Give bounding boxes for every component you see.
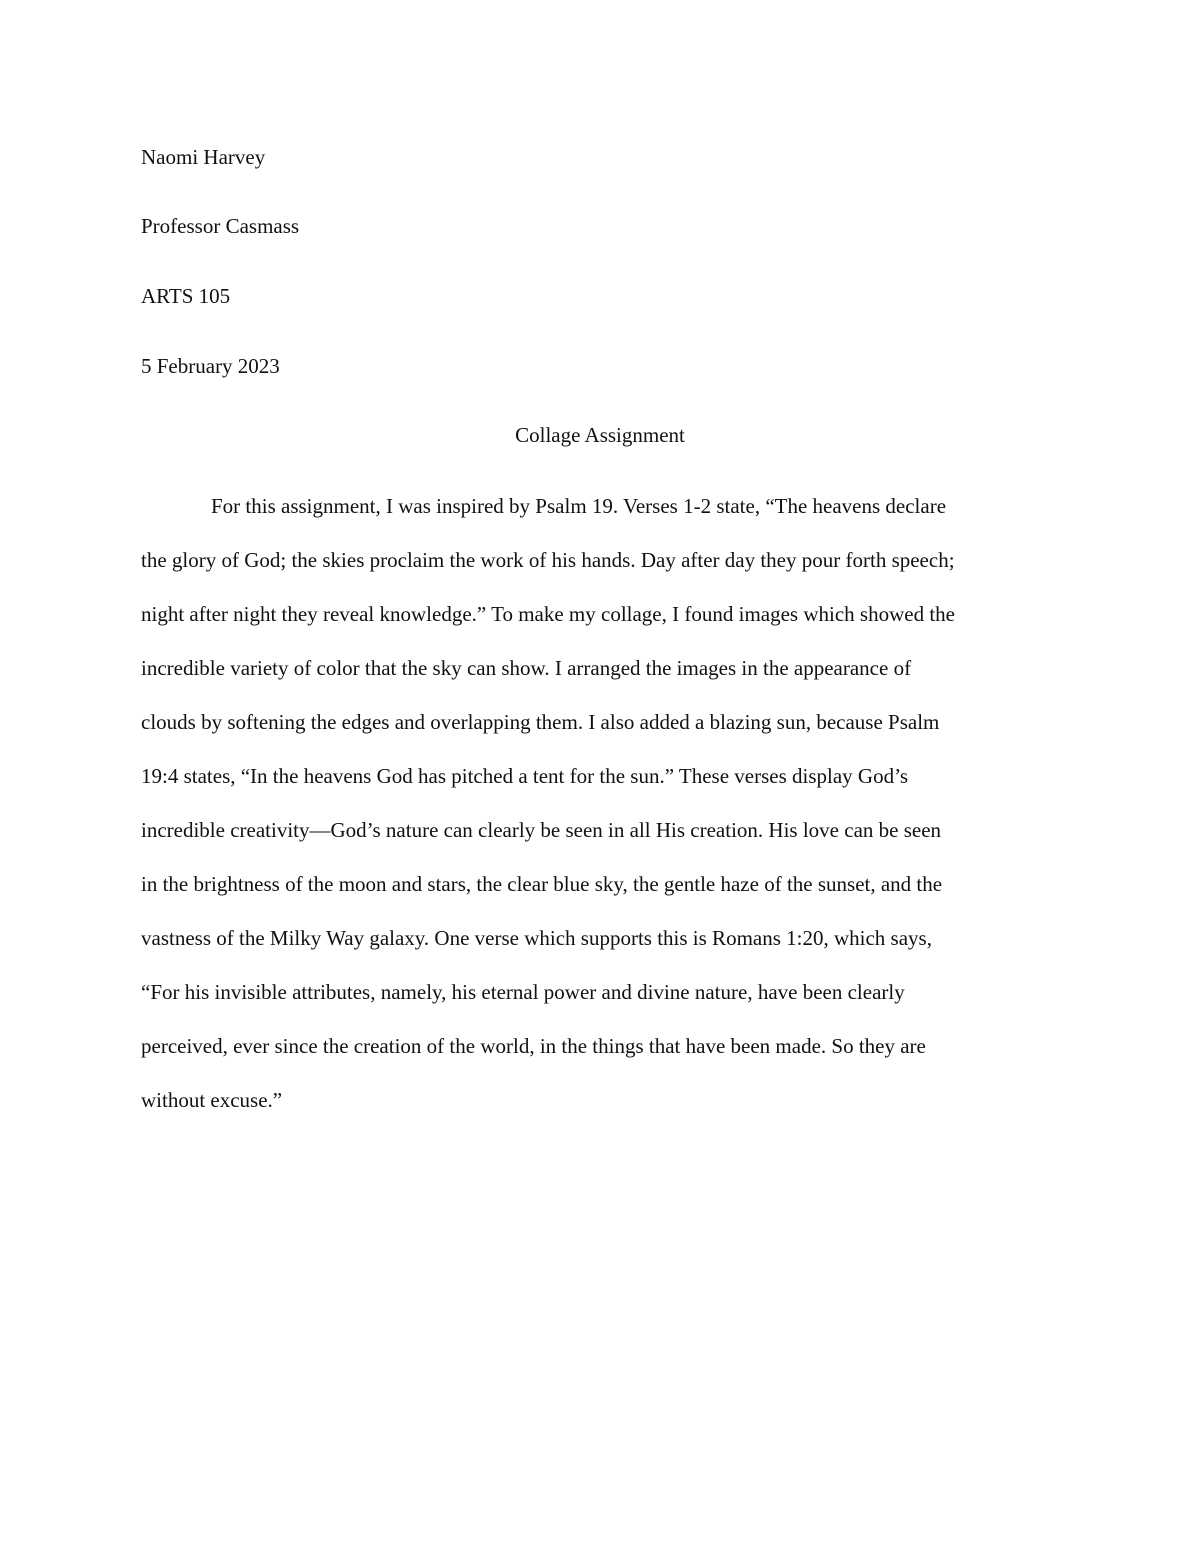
page-title: Collage Assignment (515, 423, 685, 447)
body-line: “For his invisible attributes, namely, his eternal power and divine nature, have been clearly (141, 980, 905, 1004)
body-line: incredible creativity—God’s nature can clearly be seen in all His creation. His love can be seen (141, 818, 942, 842)
body-line: vastness of the Milky Way galaxy. One verse which supports this is Romans 1:20, which says, (141, 926, 932, 950)
date: 5 February 2023 (141, 354, 280, 378)
body-line: For this assignment, I was inspired by Psalm 19. Verses 1-2 state, “The heavens declare (211, 494, 947, 518)
professor-name: Professor Casmass (141, 214, 300, 238)
body-line: incredible variety of color that the sky can show. I arranged the images in the appearance of (141, 656, 912, 680)
student-name: Naomi Harvey (141, 145, 266, 169)
body-line: night after night they reveal knowledge.” To make my collage, I found images which showed the (141, 602, 955, 626)
body-line: in the brightness of the moon and stars, the clear blue sky, the gentle haze of the sunset, and the (141, 872, 943, 896)
body-line: clouds by softening the edges and overlapping them. I also added a blazing sun, because Psalm (141, 710, 940, 734)
course-name: ARTS 105 (141, 284, 231, 308)
body-line: the glory of God; the skies proclaim the work of his hands. Day after day they pour forth speech; (141, 548, 955, 572)
body-line: without excuse.” (141, 1088, 283, 1112)
body-line: perceived, ever since the creation of the world, in the things that have been made. So they are (141, 1034, 926, 1058)
body-line: 19:4 states, “In the heavens God has pitched a tent for the sun.” These verses display God’s (141, 764, 909, 788)
